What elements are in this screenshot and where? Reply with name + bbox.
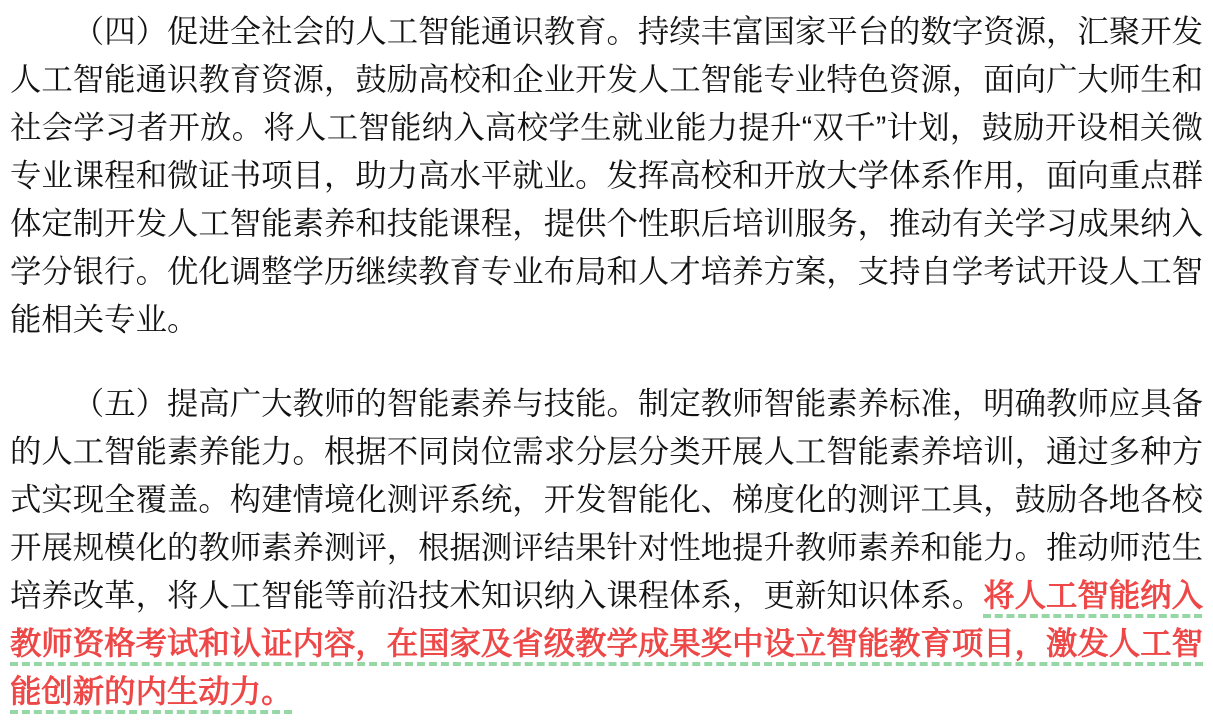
paragraph-section-four: （四）促进全社会的人工智能通识教育。持续丰富国家平台的数字资源，汇聚开发人工智能通识教育资源，鼓励高校和企业开发人工智能专业特色资源，面向广大师生和社会学习者开放。将人工智能纳入高校学生就业能力提升“双千”计划，鼓励开设相关微专业课程和微证书项目，助力高水平就业。发挥高校和开放大学体系作用，面向重点群体定制开发人工智能素养和技能课程，提供个性职后培训服务，推动有关学习成果纳入学分银行。优化调整学历继续教育专业布局和人才培养方案，支持自学考试开设人工智能相关专业。 — [10, 14, 1203, 337]
paragraph-section-five — [10, 380, 1203, 716]
highlighted-text: 将人工智能纳入教师资格考试和认证内容，在国家及省级教学成果奖中设立智能教育项目，激发人工智能创新的内生动力。 — [10, 578, 1203, 709]
paragraph-five-lead-text: （五）提高广大教师的智能素养与技能。制定教师智能素养标准，明确教师应具备的人工智能素养能力。根据不同岗位需求分层分类开展人工智能素养培训，通过多种方式实现全覆盖。构建情境化测评系统，开发智能化、梯度化的测评工具，鼓励各地各校开展规模化的教师素养测评，根据测评结果针对性地提升教师素养和能力。推动师范生培养改革，将人工智能等前沿技术知识纳入课程体系，更新知识体系。 — [10, 386, 1203, 613]
